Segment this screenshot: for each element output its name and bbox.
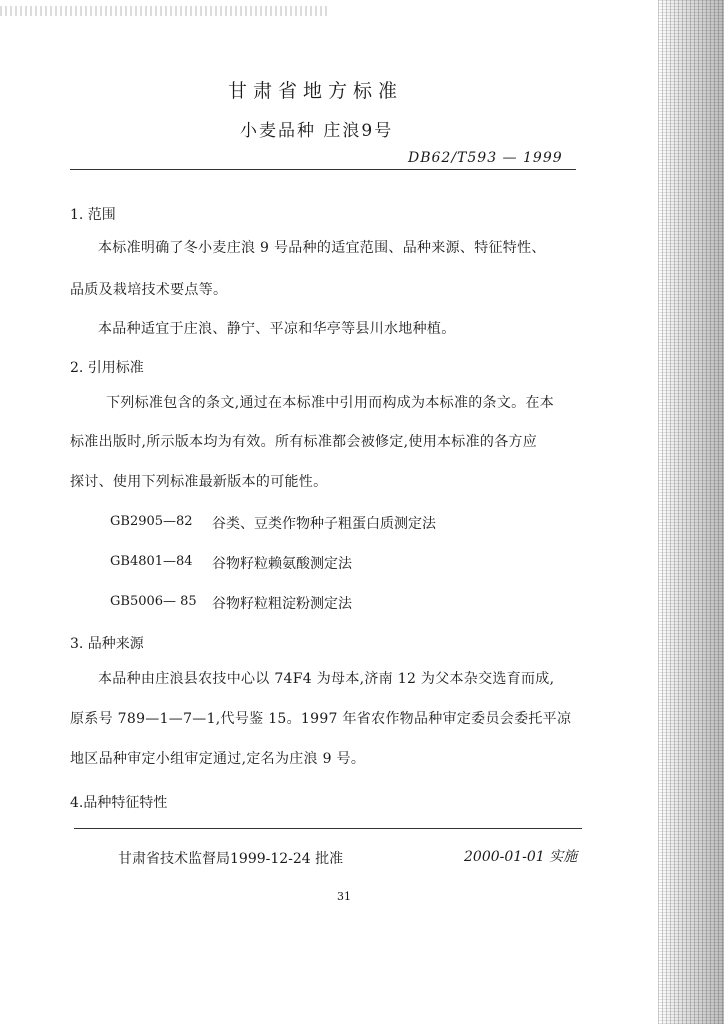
section-1-paragraph-1-line-1: 本标准明确了冬小麦庄浪 9 号品种的适宜范围、品种来源、特征特性、 bbox=[98, 240, 546, 256]
standard-subtitle: 小麦品种 庄浪9号 bbox=[240, 121, 394, 141]
section-2-line-3: 探讨、使用下列标准最新版本的可能性。 bbox=[70, 474, 328, 490]
section-2-heading: 2. 引用标准 bbox=[70, 360, 144, 376]
standard-code: DB62/T593 — 1999 bbox=[408, 150, 563, 166]
section-1-paragraph-2: 本品种适宜于庄浪、静宁、平凉和华亭等县川水地种植。 bbox=[98, 321, 456, 337]
section-3-heading: 3. 品种来源 bbox=[70, 636, 144, 652]
reference-code: GB2905—82 bbox=[110, 514, 193, 529]
implementation-statement: 2000-01-01 实施 bbox=[464, 849, 578, 865]
footer-divider bbox=[74, 828, 582, 829]
section-4-heading: 4.品种特征特性 bbox=[70, 795, 168, 811]
reference-title: 谷类、豆类作物种子粗蛋白质测定法 bbox=[212, 516, 436, 532]
section-2-line-1: 下列标准包含的条文,通过在本标准中引用而构成为本标准的条文。在本 bbox=[106, 395, 555, 411]
approval-statement: 甘肃省技术监督局1999-12-24 批准 bbox=[118, 851, 344, 867]
scan-shadow-edge bbox=[658, 0, 724, 1024]
section-3-line-1: 本品种由庄浪县农技中心以 74F4 为母本,济南 12 为父本杂交选育而成, bbox=[98, 671, 555, 687]
section-1-heading: 1. 范围 bbox=[70, 207, 116, 223]
reference-title: 谷物籽粒粗淀粉测定法 bbox=[212, 596, 352, 612]
standard-title: 甘肃省地方标准 bbox=[228, 80, 404, 102]
section-2-line-2: 标准出版时,所示版本均为有效。所有标准都会被修定,使用本标准的各方应 bbox=[70, 434, 538, 450]
section-3-line-3: 地区品种审定小组审定通过,定名为庄浪 9 号。 bbox=[70, 751, 366, 767]
reference-title: 谷物籽粒赖氨酸测定法 bbox=[212, 556, 352, 572]
reference-code: GB4801—84 bbox=[110, 554, 193, 569]
reference-code: GB5006— 85 bbox=[110, 594, 197, 609]
header-divider bbox=[70, 169, 576, 170]
section-1-paragraph-1-line-2: 品质及栽培技术要点等。 bbox=[70, 282, 228, 298]
section-3-line-2: 原系号 789—1—7—1,代号鉴 15。1997 年省农作物品种审定委员会委托平凉 bbox=[70, 711, 572, 727]
page-number: 31 bbox=[337, 890, 351, 903]
